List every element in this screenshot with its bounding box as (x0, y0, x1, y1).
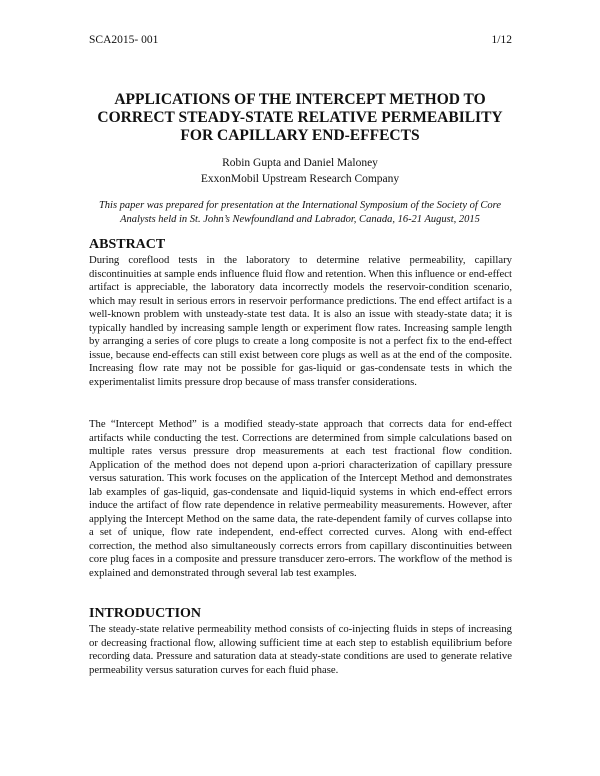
page-number: 1/12 (491, 34, 512, 46)
author-block (80, 155, 520, 187)
paper-id: SCA2015- 001 (89, 34, 159, 46)
abstract-paragraph-1: During coreflood tests in the laboratory to determine relative permeability, capillary discontinuities at sample ends influence fluid flow and retention. When this influence or end-effect artifact is appreciable, the laboratory data incorrectly models the reservoir-condition scenario, which may result in serious errors in reservoir performance predictions. The end effect artifact is a well-known problem with unsteady-state test data. It is also an issue with steady-state data; it is typically handled by increasing sample length or experiment flow rates. Increasing sample length by arranging a series of core plugs to create a long composite is not a perfect fix to the end-effect issue, because end-effects can still exist between core plugs as well as at the end of the composite. Increasing flow rate may not be possible for gas-liquid or gas-condensate tests in which the experimentalist limits pressure drop because of mass transfer considerations. (89, 254, 512, 388)
abstract-heading: ABSTRACT (89, 237, 166, 252)
introduction-paragraph-1: The steady-state relative permeability method consists of co-injecting fluids in steps of increasing or decreasing fractional flow, allowing sufficient time at each step to establish equilibrium before recording data. Pressure and saturation data at steady-state conditions are used to generate relative permeability versus saturation curves for each fluid phase. (89, 623, 512, 676)
author-affiliation: ExxonMobil Upstream Research Company (200, 173, 400, 185)
presentation-note: This paper was prepared for presentation at the International Symposium of the Society of Core Analysts held in St. John’s Newfoundland and Labrador, Canada, 16-21 August, 2015 (98, 200, 502, 225)
introduction-heading: INTRODUCTION (89, 606, 202, 621)
abstract-paragraph-2: The “Intercept Method” is a modified steady-state approach that corrects data for end-effect artifacts while conducting the test. Corrections are determined from simple calculations based on multiple rates versus pressure drop measurements at each test fractional flow condition. Application of the method does not depend upon a-priori characterization of capillary pressure versus saturation. This work focuses on the application of the Intercept Method and demonstrates lab examples of gas-liquid, gas-condensate and liquid-liquid systems in which end-effect errors induce the artifact of flow rate dependence in relative permeability measurements. However, after applying the Intercept Method on the same data, the rate-dependent family of curves collapse into a set of unique, flow rate independent, end-effect corrected curves. Along with end-effect correction, the method also simultaneously corrects errors from capillary discontinuities between core plug faces in a composite and pressure transducer zero-errors. The workflow of the method is explained and demonstrated through several lab test examples. (89, 418, 512, 579)
paper-title (60, 91, 540, 145)
title-line-3: FOR CAPILLARY END-EFFECTS (180, 127, 420, 144)
title-line-2: CORRECT STEADY-STATE RELATIVE PERMEABILITY (97, 109, 503, 126)
title-line-1: APPLICATIONS OF THE INTERCEPT METHOD TO (114, 91, 486, 108)
author-names: Robin Gupta and Daniel Maloney (222, 157, 378, 169)
